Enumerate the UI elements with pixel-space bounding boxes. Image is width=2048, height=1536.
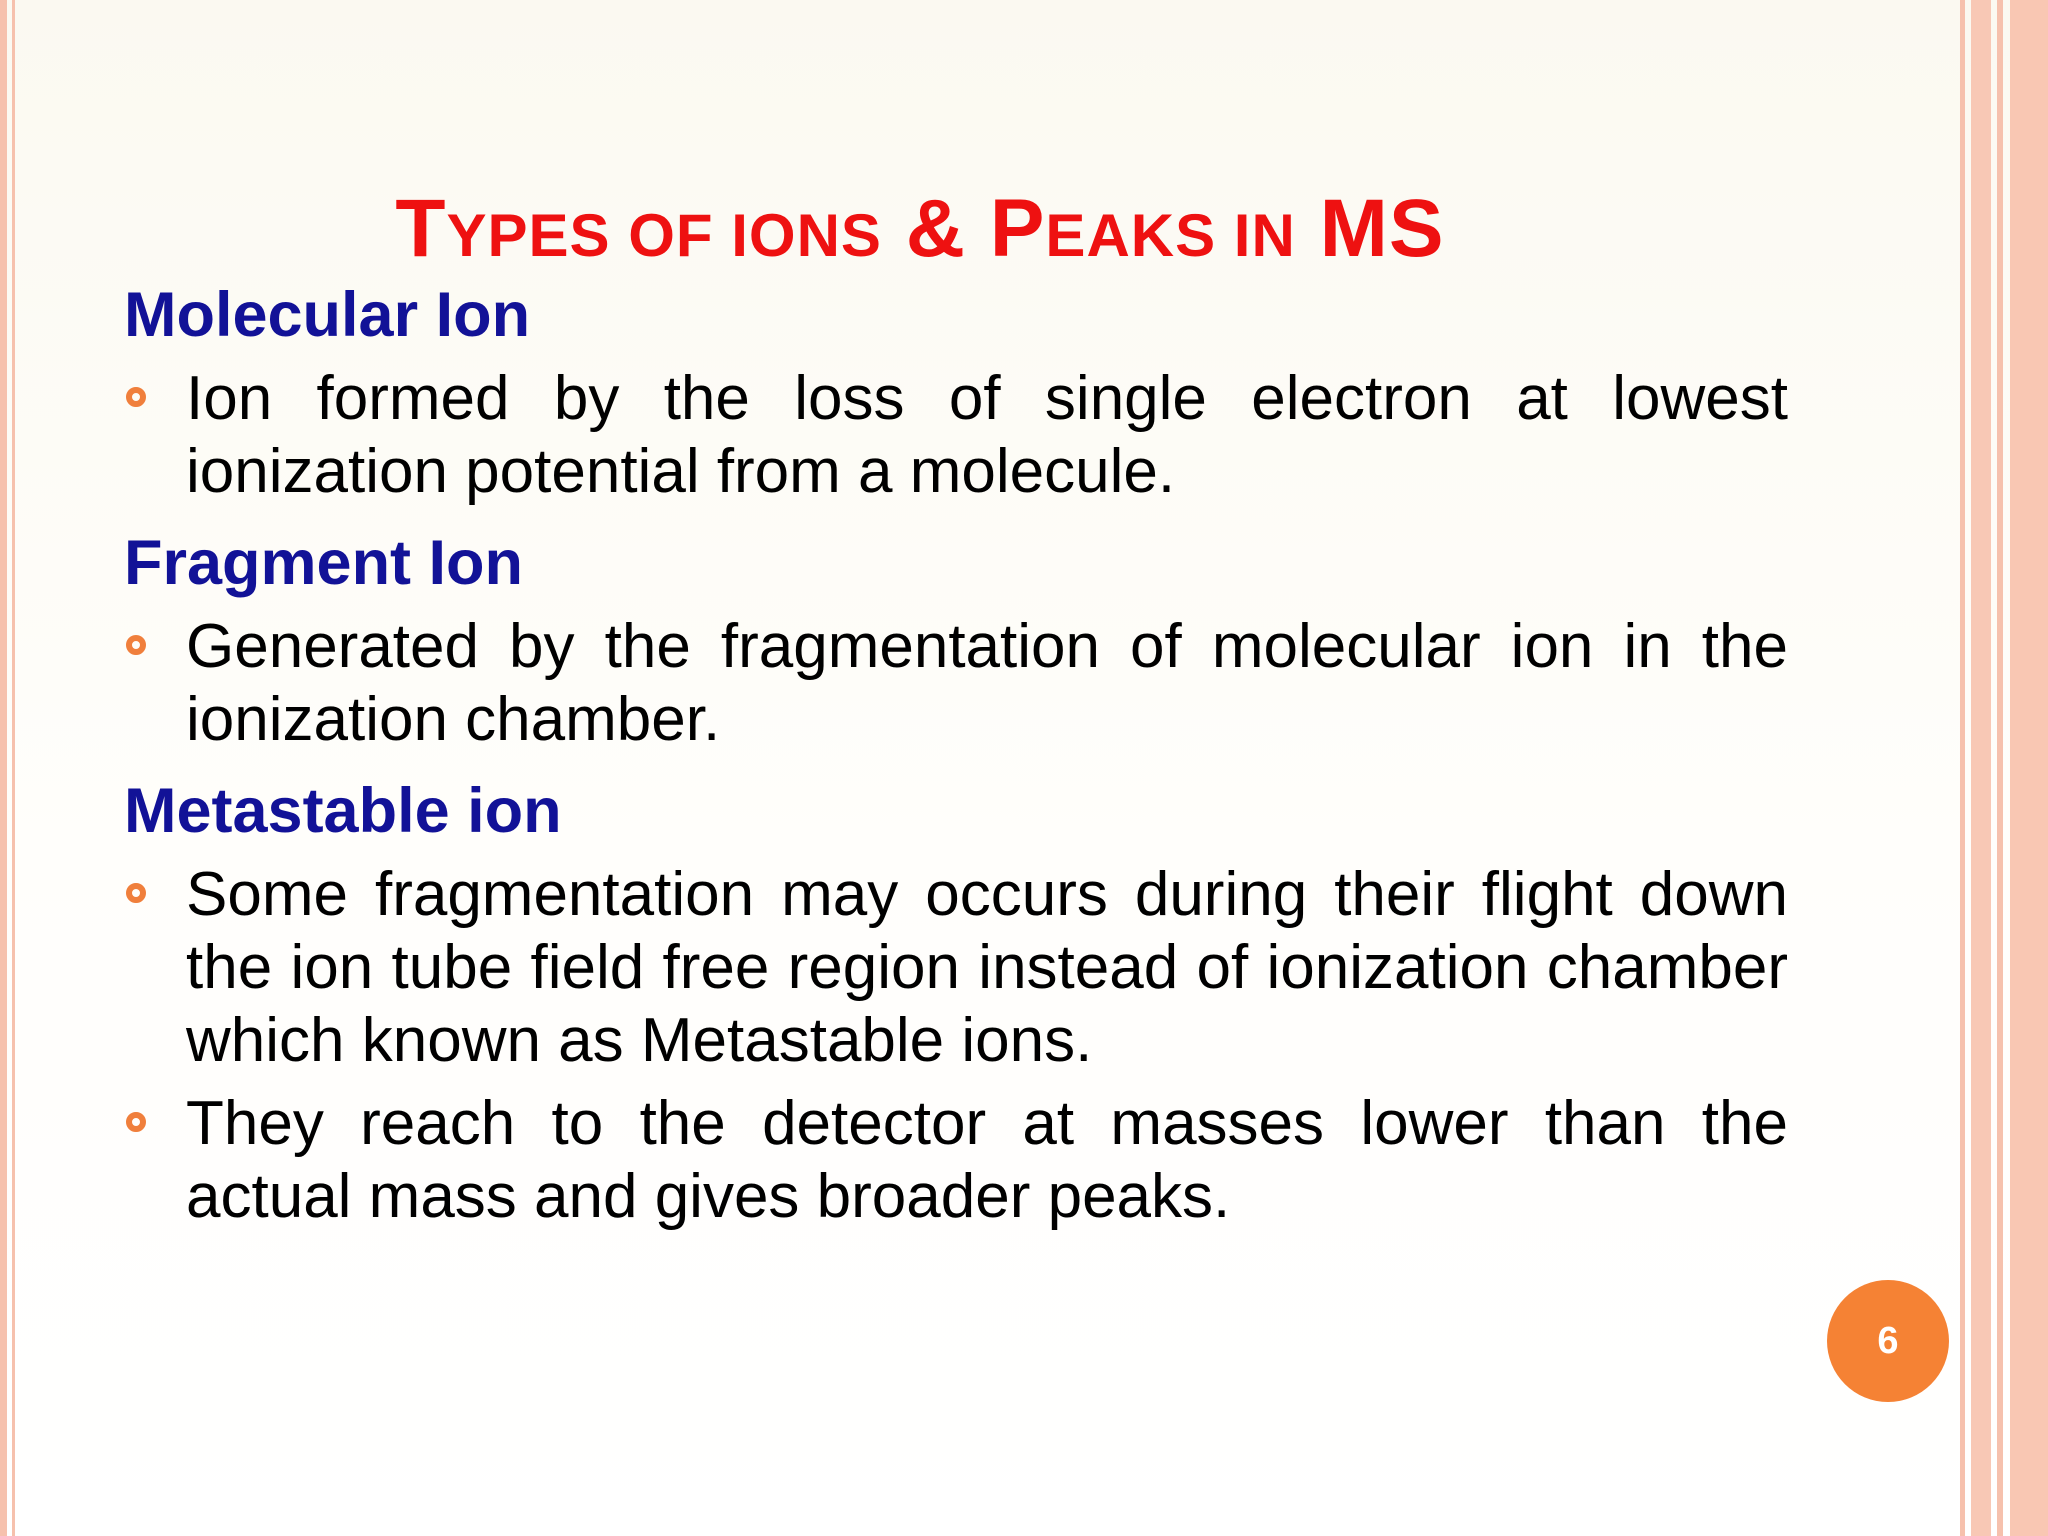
title-part-1: T [395,182,447,274]
bullet-text: Generated by the fragmentation of molecular ion in the ionization chamber. [186,612,1788,754]
bullet-item [124,858,1788,1077]
section-heading-fragment-ion: Fragment Ion [124,528,524,598]
slide-title [0,183,1840,282]
title-part-5: MS [1295,182,1445,274]
right-border-band-2 [1971,0,1991,1536]
right-border-band-4 [2010,0,2048,1536]
slide-content [124,278,1788,1233]
bullet-text: Some fragmentation may occurs during their flight down the ion tube field free region instead of ionization chamber which known as Metastable ions. [186,860,1788,1075]
title-part-4: EAKS IN [1045,201,1296,269]
right-border-line-3 [1997,0,2003,1536]
section-heading-metastable-ion: Metastable ion [124,776,562,846]
right-border-line-1 [1960,0,1965,1536]
bullet-circle-icon [126,387,146,407]
bullet-circle-icon [126,1112,146,1132]
bullet-text: They reach to the detector at masses lower than the actual mass and gives broader peaks. [186,1089,1788,1231]
bullet-item [124,362,1788,508]
title-part-2: YPES OF IONS [446,201,882,269]
page-number-badge: 6 [1827,1280,1949,1402]
title-part-3: & P [881,182,1046,274]
bullet-item [124,1087,1788,1233]
bullet-item [124,610,1788,756]
bullet-circle-icon [126,635,146,655]
bullet-circle-icon [126,883,146,903]
bullet-text: Ion formed by the loss of single electron at lowest ionization potential from a molecule. [186,364,1788,506]
section-heading-molecular-ion: Molecular Ion [124,280,531,350]
